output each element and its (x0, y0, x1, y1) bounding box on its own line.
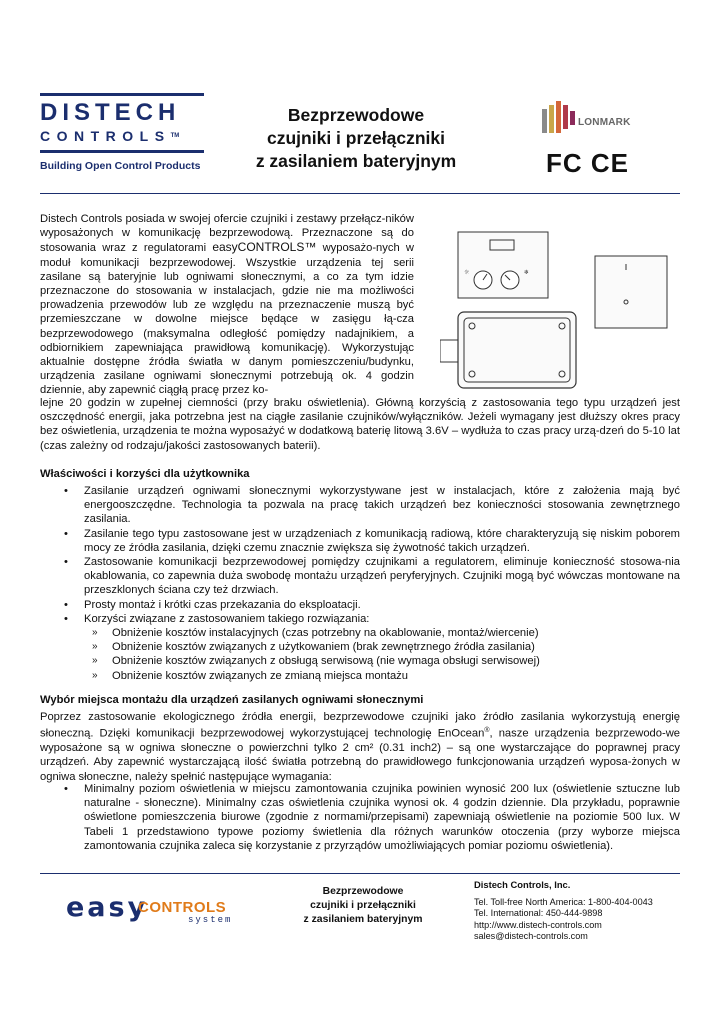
sub-list-item: » Obniżenie kosztów związanych z obsługą serwisową (nie wymaga obsługi serwisowej) (92, 655, 540, 668)
features-list (40, 484, 680, 683)
page-title-line2: czujniki i przełączniki (267, 128, 445, 148)
footer-tollfree: Tel. Toll-free North America: 1-800-404-0043 (474, 896, 653, 907)
footer-contact (474, 879, 653, 943)
list-item: • Korzyści związane z zastosowaniem takiego rozwiązania: » Obniżenie kosztów instalacyjnych (czas potrzebny na okablowanie, montaż/wiercenie) » Obniżenie kosztów związanych z użytkowaniem (brak zewnętrznego źródła zasilania) » Obniżenie kosztów związanych z obsługą serwisową (nie wymaga obsługi serwisowej) » Obniżenie kosztów związanych ze zmianą miejsca montażu (40, 612, 680, 683)
footer-intl: Tel. International: 450-444-9898 (474, 908, 603, 918)
footer-divider (40, 873, 680, 874)
list-item: • Prosty montaż i krótki czas przekazania do eksploatacji. (64, 598, 361, 611)
intro-paragraph (40, 212, 414, 398)
receiver-box-icon (440, 312, 576, 388)
thermostat-icon (458, 232, 548, 298)
system-logo-word: system (188, 915, 233, 925)
logo-rule-bottom (40, 150, 204, 153)
placement-paragraph: Poprzez zastosowanie ekologicznego źródła energii, bezprzewodowe czujniki jako źródło zasilania wykorzystują energię słoneczną. Dzięki komunikacji bezprzewodowej wykorzystującej technologię EnOcean®, nasze urządzenia bezprzewodo-we wyposażone są w ogniwa słoneczne o powierzchni tylko 2 cm² (0.31 inch2) – są one wystarczające do poprawnej pracy urządzeń. Aby zapewnić wystarczającą ilość światła potrzebną do prawidłowego funkcjonowania urządzeń wyposa-żonych w ogniwa słoneczne, należy spełnić następujące wymagania: (40, 711, 681, 783)
fcc-ce-marks: FC CE (546, 148, 629, 178)
page-title-line1: Bezprzewodowe (287, 105, 425, 125)
list-item: • Minimalny poziom oświetlenia w miejscu zamontowania czujnika powinien wynosić 200 lux (oświetlenie sztuczne lub naturalne - słoneczne). Minimalny czas oświetlenia czujnika wynosi ok. 4 godzin dziennie. Dla przykładu, poprawnie oświetlone pomieszczenia biurowe (zgodnie z normami/przepisami) zapewniają oświetlenie na poziomie 500 lux. W Tabeli 1 przedstawiono typowe poziomy świetlenia dla różnych warunków otoczenia (przy wyborze miejsca zamontowania czujnika zaleca się korzystanie z przyrządów umożliwiających pomiar poziomu oświetlenia). (64, 783, 680, 852)
footer-company: Distech Controls, Inc. (474, 879, 571, 890)
registered-mark: ® (484, 727, 490, 735)
logo-controls-text (40, 126, 204, 146)
requirements-list (40, 782, 680, 853)
svg-text:☼: ☼ (464, 269, 470, 276)
distech-logo (40, 93, 204, 153)
devices-image (440, 226, 685, 396)
sub-list-item: » Obniżenie kosztów związanych z użytkowaniem (brak zewnętrznego źródła zasilania) (92, 641, 535, 654)
section-heading-placement: Wybór miejsca montażu dla urządzeń zasilanych ogniwami słonecznymi (40, 694, 424, 706)
list-item: • Zasilanie tego typu zastosowane jest w urządzeniach z komunikacją radiową, które charakteryzują się niskim poborem mocy ze źródła zasilania, dzięki czemu znacznie zwiększa się żywotność takich urządzeń. (64, 527, 680, 554)
logo-distech-text: DISTECH (40, 99, 181, 126)
intro-text-2: wyposażo-nych w moduł komunikacji bezprzewodowej. Wszystkie urządzenia tej serii zasilane są bateryjnie lub ogniwami słonecznymi, a co za tym idzie przeznaczone do stosowania w instalacjach, gdzie nie ma możliwości prowadzenia przewodów lub ze względu na przeznaczenie muszą być przemieszczane w dowolne miejsce będące w zasięgu łą-cza bezprzewodowego (maksymalna odległość pomiędzy nadajnikiem, a odbiornikiem zapewniająca prawidłową komunikację). Wykorzystując aktualnie dostępne źródła światła w danym pomieszczeniu/budynku, urządzenia zasilane ogniwami słonecznymi potrzebują ok. 4 godzin dziennie, aby zapewnić ciągłą pracę przez ko- (40, 242, 414, 397)
footer-title: Bezprzewodowe czujniki i przełączniki z zasilaniem bateryjnym (303, 886, 423, 925)
intro-paragraph-continued: lejne 20 godzin w zupełnej ciemności (przy braku oświetlenia). Główną korzyścią z zastosowania tego typu urządzeń jest oszczędność energii, jaka potrzebna jest na ciągłe zasilanie czujników/wyłączników. Jeżeli wymagany jest dłuższy okres pracy bez oświetlenia, urządzenia te można wyposażyć w dodatkową baterię litową 3.6V – wydłuża to czas pracy urzą-dzeń do 5-10 lat (czas zależny od rodzaju/jakości zastosowanych baterii). (40, 397, 680, 452)
logo-tagline: Building Open Control Products (40, 160, 201, 172)
wall-switch-icon (595, 256, 667, 328)
list-item: • Zastosowanie komunikacji bezprzewodowej pomiędzy czujnikami a regulatorem, eliminuje konieczność stosowa-nia okablowania, co zapewnia duża swobodę montażu urządzeń peryferyjnych. Czujniki mogą być wówczas montowane na przeszklonych ściana czy też drzwiach. (64, 556, 680, 597)
sub-list-item: » Obniżenie kosztów związanych ze zmianą miejsca montażu (92, 669, 408, 682)
list-item: • Zasilanie urządzeń ogniwami słonecznymi wykorzystywane jest w instalacjach, które z założenia mają być energooszczędne. Technologia ta pozwala na pracę takich urządzeń bez konieczności stosowania zewnętrznego zasilania. (64, 485, 680, 526)
controls-logo-word: CONTROLS (138, 899, 227, 916)
lonmark-text: LONMARK (578, 117, 631, 128)
logo-controls-word: CONTROLS (40, 128, 171, 144)
footer-email-link[interactable]: sales@distech-controls.com (474, 931, 588, 941)
easycontrols-logo (66, 893, 246, 929)
benefits-sublist (84, 626, 680, 683)
sub-list-item: » Obniżenie kosztów instalacyjnych (czas potrzebny na okablowanie, montaż/wiercenie) (92, 627, 539, 640)
page-title-line3: z zasilaniem bateryjnym (255, 151, 457, 171)
intro-brand: easyCONTROLS™ (212, 240, 317, 255)
page-title (236, 104, 476, 173)
easy-logo-word: easy (66, 892, 149, 923)
logo-tm: TM (170, 133, 180, 139)
intro-text-1: Distech Controls posiada w swojej ofercie czujniki i zestawy przełącz-ników wyposażonych w komunikację bezprzewodową. Przeznaczone są do stosowania wraz z regulatorami (40, 213, 414, 255)
section-heading-features: Właściwości i korzyści dla użytkownika (40, 468, 250, 480)
header-divider (40, 193, 680, 194)
svg-text:❄: ❄ (524, 269, 530, 276)
footer-web-link[interactable]: http://www.distech-controls.com (474, 919, 602, 930)
logo-rule-top (40, 93, 204, 96)
